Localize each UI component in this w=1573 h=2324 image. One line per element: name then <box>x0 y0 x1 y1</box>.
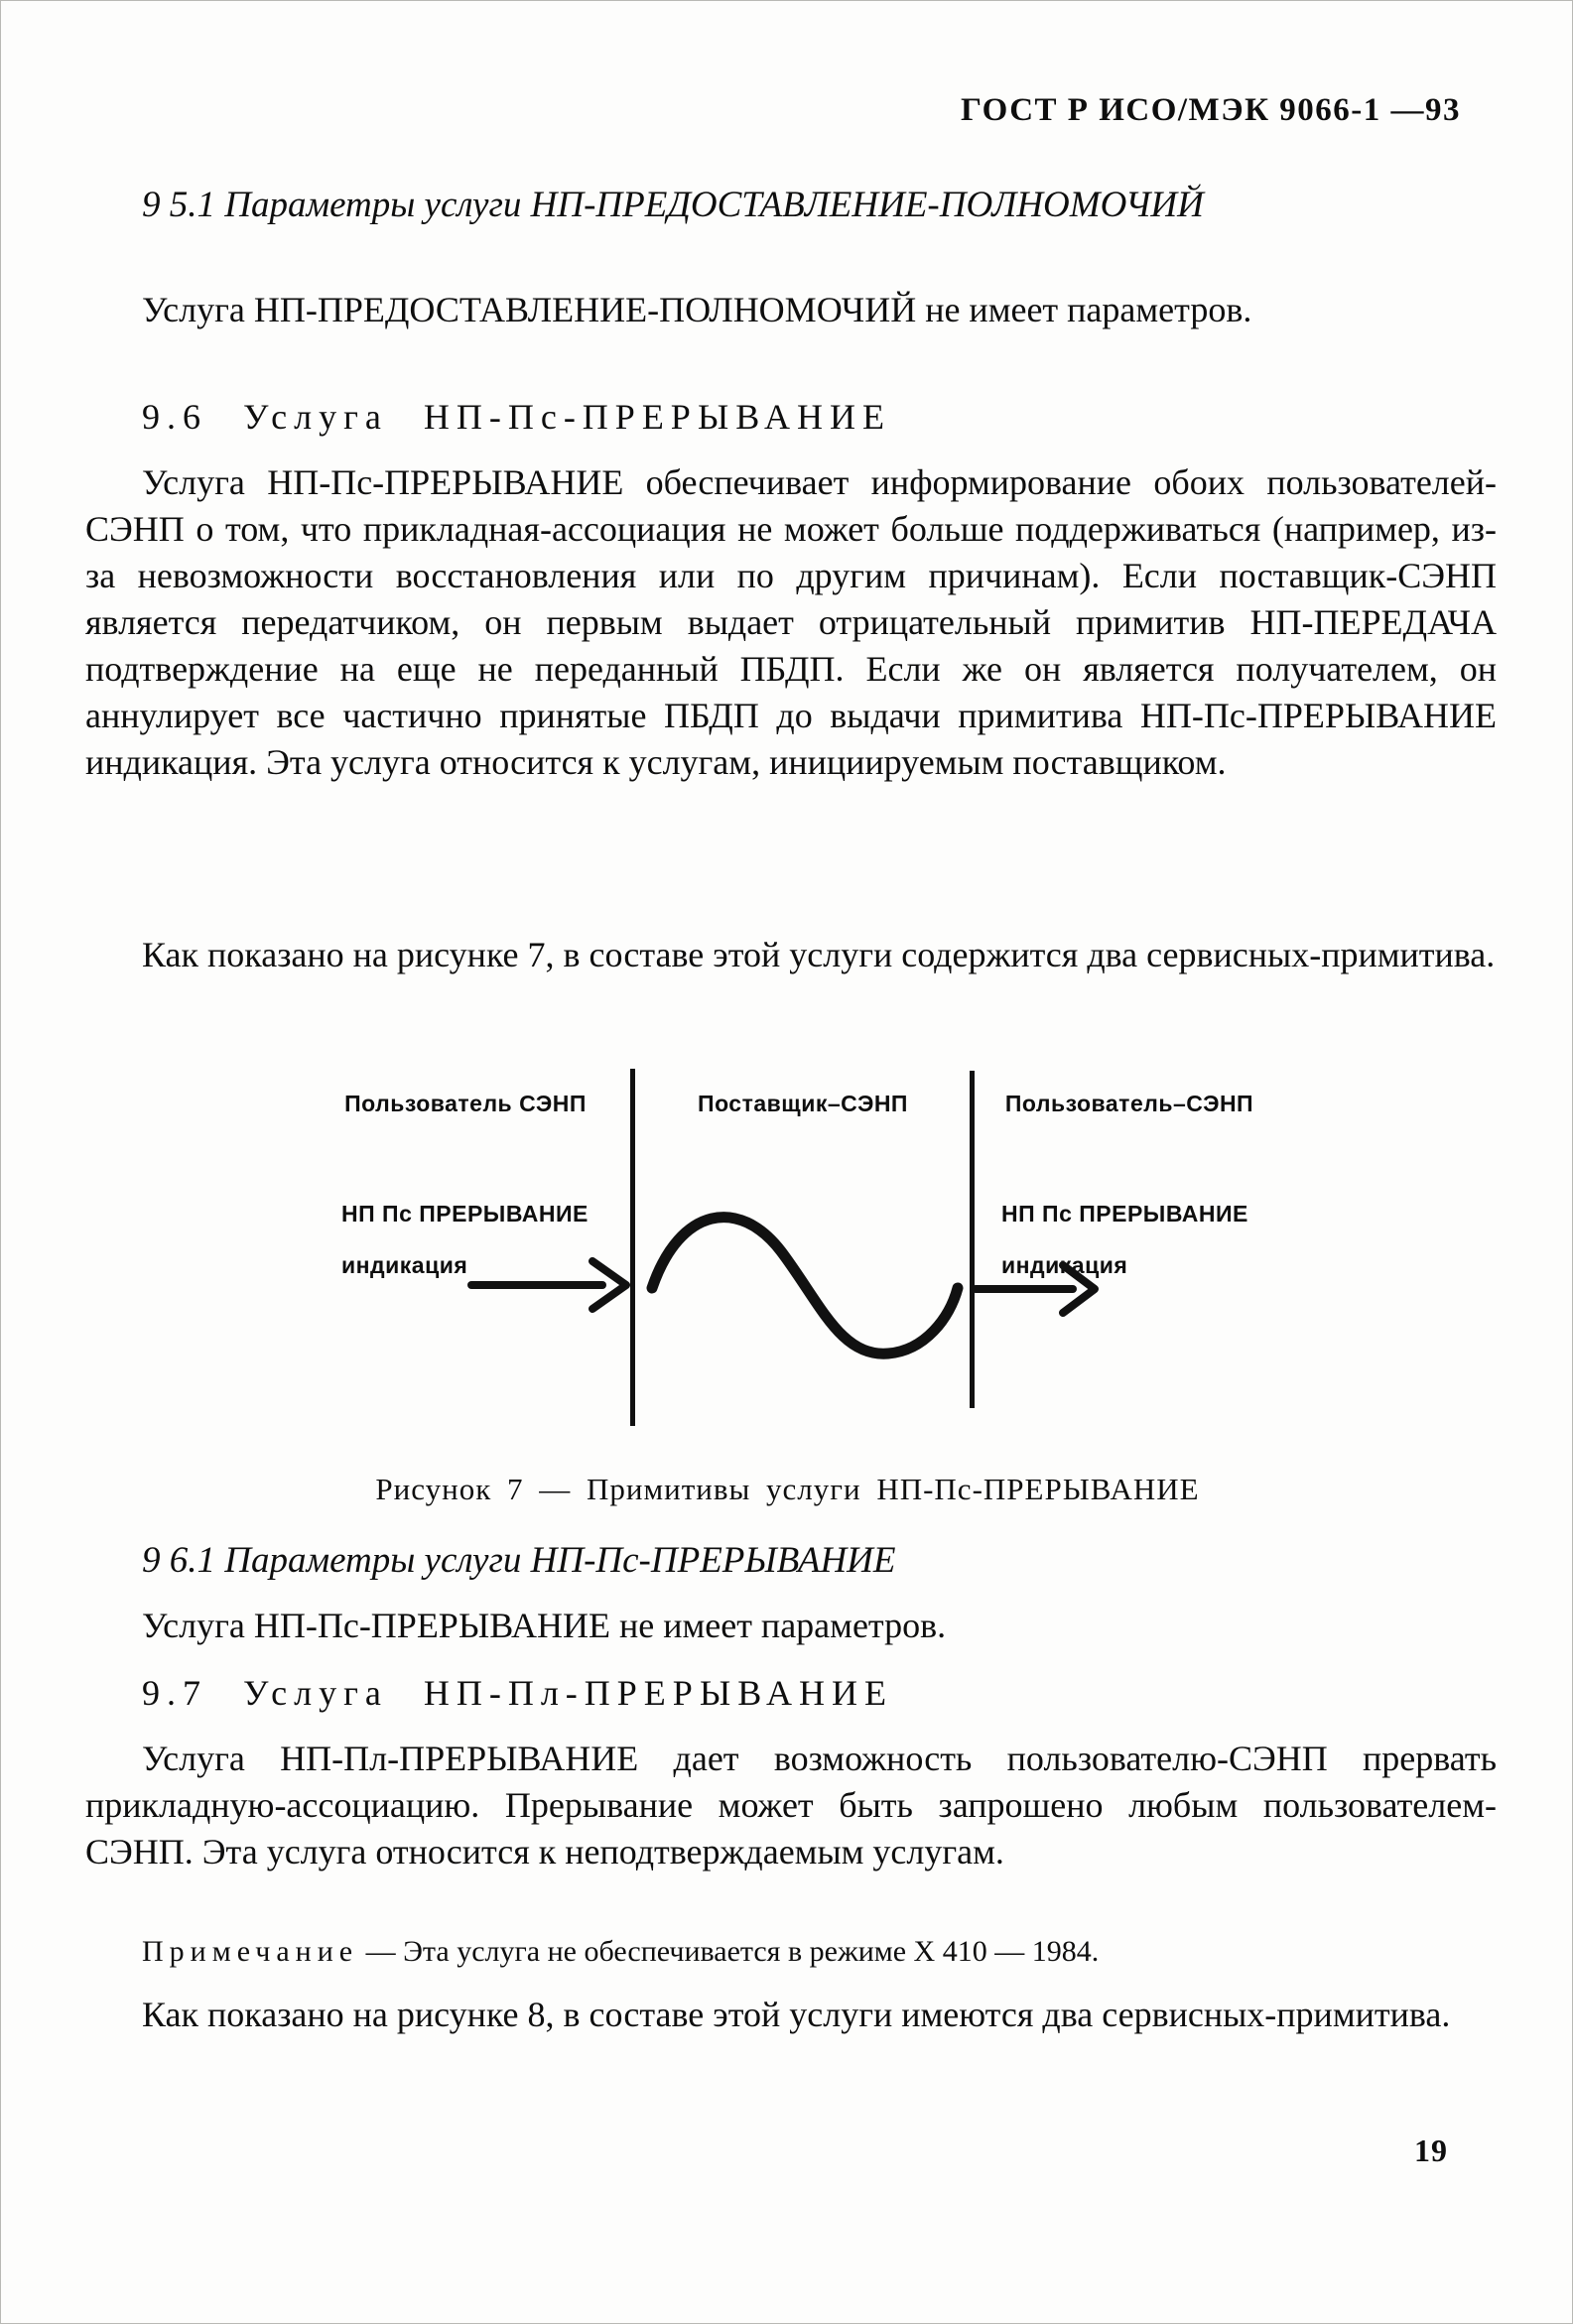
page-number: 19 <box>1414 2132 1448 2168</box>
figure7-column-label-user-right: Пользователь–СЭНП <box>1004 1091 1254 1116</box>
figure7-arrow-right-icon <box>974 1257 1103 1321</box>
heading-9-7: 9.7 Услуга НП-Пл-ПРЕРЫВАНИЕ <box>142 1673 893 1713</box>
note-text: — Эта услуга не обеспечивается в режиме X 410 — 1984. <box>358 1935 1100 1968</box>
figure7-caption: Рисунок 7 — Примитивы услуги НП-Пс-ПРЕРЫВАНИЕ <box>375 1472 1200 1506</box>
paragraph-figure7-intro: Как показано на рисунке 7, в составе этой услуги содержится два сервисных-примитива. <box>142 935 1496 974</box>
figure7-curve-icon <box>632 1197 975 1370</box>
figure7-primitive-left-line2: индикация <box>341 1252 468 1278</box>
figure7-column-label-user-left: Пользователь СЭНП <box>344 1091 587 1116</box>
heading-9-6: 9.6 Услуга НП-Пс-ПРЕРЫВАНИЕ <box>142 397 891 437</box>
figure7-divider-right <box>970 1071 975 1408</box>
figure7-divider-left <box>630 1069 635 1426</box>
heading-9-6-1: 9 6.1 Параметры услуги НП-Пс-ПРЕРЫВАНИЕ <box>142 1540 896 1581</box>
figure7-primitive-right-line1: НП Пс ПРЕРЫВАНИЕ <box>1001 1201 1248 1227</box>
paragraph-9-7: Услуга НП-Пл-ПРЕРЫВАНИЕ дает возможность пользователю-СЭНП прервать прикладную-ассоциацию. Прерывание может быть запрошено любым пользователем-СЭНП. Эта услуга относится к неподтверждаемым услугам. <box>85 1739 1497 1872</box>
figure7-diagram <box>1 1 1573 2324</box>
paragraph-9-6: Услуга НП-Пс-ПРЕРЫВАНИЕ обеспечивает информирование обоих пользователей-СЭНП о том, что прикладная-ассоциация не может больше поддерживаться (например, из-за невозможности восстановления или по другим причинам). Если поставщик-СЭНП является передатчиком, он первым выдает отрицательный примитив НП-ПЕРЕДАЧА подтверждение на еще не переданный ПБДП. Если же он является получателем, он аннулирует все частично принятые ПБДП до выдачи примитива НП-Пс-ПРЕРЫВАНИЕ индикация. Эта услуга относится к услугам, инициируемым поставщиком. <box>85 462 1497 782</box>
figure7-arrow-left-icon <box>467 1253 634 1317</box>
paragraph-9-5-1: Услуга НП-ПРЕДОСТАВЛЕНИЕ-ПОЛНОМОЧИЙ не имеет параметров. <box>142 290 1252 329</box>
heading-9-5-1: 9 5.1 Параметры услуги НП-ПРЕДОСТАВЛЕНИЕ-ПОЛНОМОЧИЙ <box>142 185 1204 225</box>
doc-header-code: ГОСТ Р ИСО/МЭК 9066-1 —93 <box>960 92 1461 128</box>
figure7-column-label-provider: Поставщик–СЭНП <box>698 1091 908 1116</box>
paragraph-9-6-1: Услуга НП-Пс-ПРЕРЫВАНИЕ не имеет параметров. <box>142 1606 947 1645</box>
note-9-7 <box>85 1932 1497 1972</box>
figure7-primitive-label-right <box>1001 1188 1248 1291</box>
figure7-primitive-left-line1: НП Пс ПРЕРЫВАНИЕ <box>341 1201 589 1227</box>
note-word: Примечание <box>142 1935 359 1968</box>
paragraph-figure8-intro: Как показано на рисунке 8, в составе этой услуги имеются два сервисных-примитива. <box>142 1995 1451 2034</box>
figure7-primitive-label-left <box>341 1188 589 1291</box>
figure7-primitive-right-line2: индикация <box>1001 1252 1128 1278</box>
